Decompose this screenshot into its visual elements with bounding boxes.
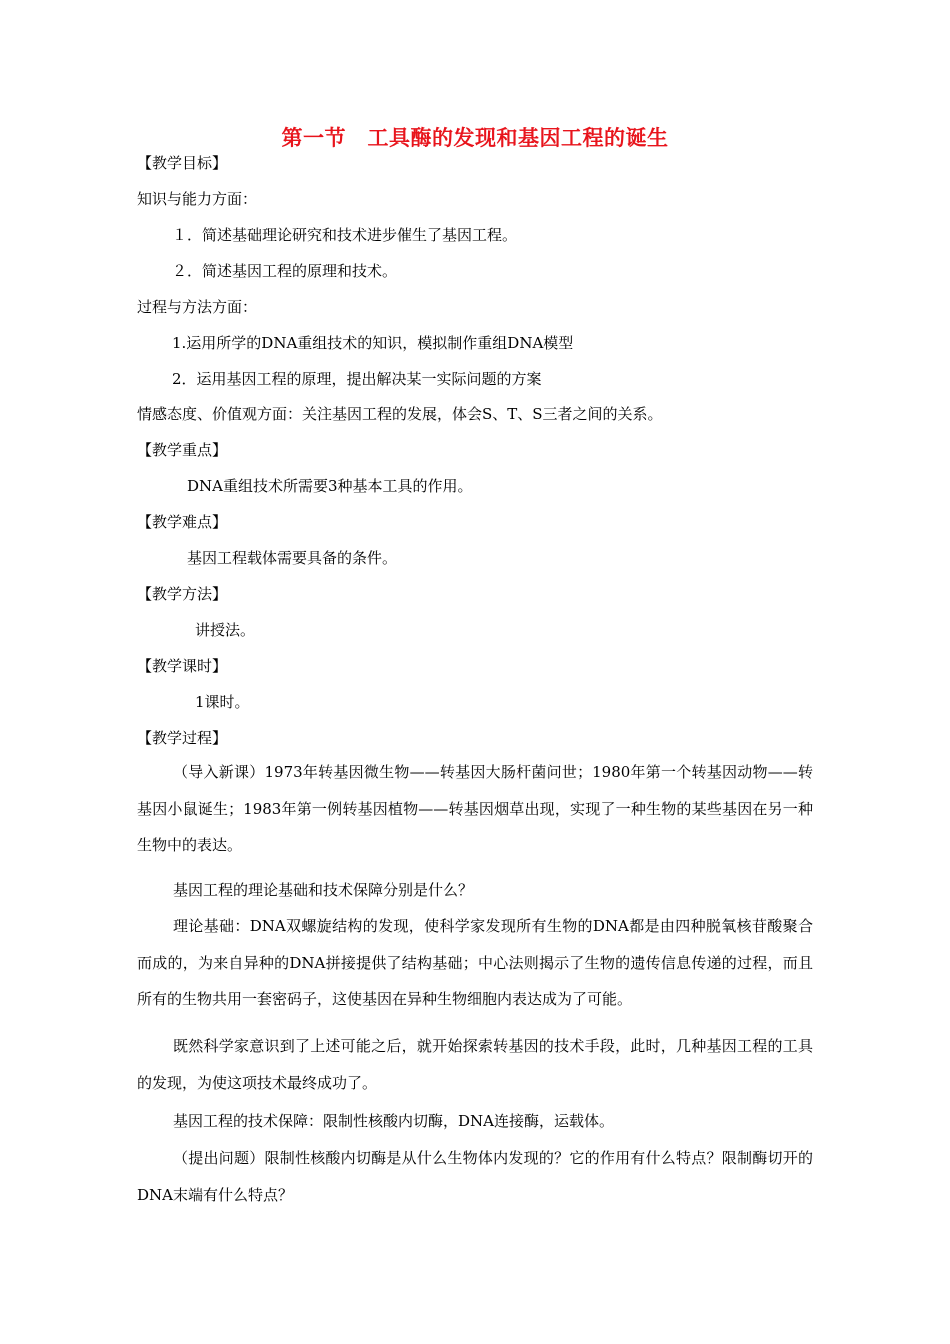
since-paragraph: 既然科学家意识到了上述可能之后，就开始探索转基因的技术手段，此时，几种基因工程的工具的发现，为使这项技术最终成功了。 — [137, 1037, 813, 1092]
key-heading: 【教学重点】 — [137, 441, 228, 459]
knowledge-item-1: １．简述基础理论研究和技术进步催生了基因工程。 — [172, 226, 518, 244]
method-heading: 【教学方法】 — [137, 585, 228, 603]
process-main-heading: 【教学过程】 — [137, 729, 228, 747]
hours-text: 1课时。 — [195, 693, 250, 711]
difficulty-heading: 【教学难点】 — [137, 513, 228, 531]
knowledge-heading: 知识与能力方面： — [137, 190, 258, 208]
process-item-1: 1.运用所学的DNA重组技术的知识，模拟制作重组DNA模型 — [172, 334, 574, 352]
method-text: 讲授法。 — [195, 621, 256, 639]
process-heading: 过程与方法方面： — [137, 298, 258, 316]
intro-paragraph: （导入新课）1973年转基因微生物——转基因大肠杆菌问世；1980年第一个转基因动物——转基因小鼠诞生；1983年第一例转基因植物——转基因烟草出现，实现了一种生物的某些基因在另一种生物中的表达。 — [137, 763, 813, 854]
hours-heading: 【教学课时】 — [137, 657, 228, 675]
objectives-heading: 【教学目标】 — [137, 154, 228, 172]
difficulty-text: 基因工程载体需要具备的条件。 — [187, 549, 398, 567]
page-title: 第一节 工具酶的发现和基因工程的诞生 — [281, 125, 669, 150]
key-text: DNA重组技术所需要3种基本工具的作用。 — [187, 477, 473, 495]
theory-paragraph: 理论基础：DNA双螺旋结构的发现，使科学家发现所有生物的DNA都是由四种脱氧核苷酸聚合而成的，为来自异种的DNA拼接提供了结构基础；中心法则揭示了生物的遗传信息传递的过程，而且所有的生物共用一套密码子，这使基因在异种生物细胞内表达成为了可能。 — [137, 917, 813, 1008]
knowledge-item-2: ２．简述基因工程的原理和技术。 — [172, 262, 398, 280]
raise-question-paragraph: （提出问题）限制性核酸内切酶是从什么生物体内发现的？它的作用有什么特点？限制酶切开的DNA末端有什么特点？ — [137, 1149, 813, 1204]
question-paragraph: 基因工程的理论基础和技术保障分别是什么？ — [173, 881, 474, 899]
emotion-line: 情感态度、价值观方面：关注基因工程的发展，体会S、T、S三者之间的关系。 — [137, 405, 663, 423]
guarantee-paragraph: 基因工程的技术保障：限制性核酸内切酶，DNA连接酶，运载体。 — [173, 1112, 614, 1130]
process-item-2: 2．运用基因工程的原理，提出解决某一实际问题的方案 — [172, 370, 542, 388]
